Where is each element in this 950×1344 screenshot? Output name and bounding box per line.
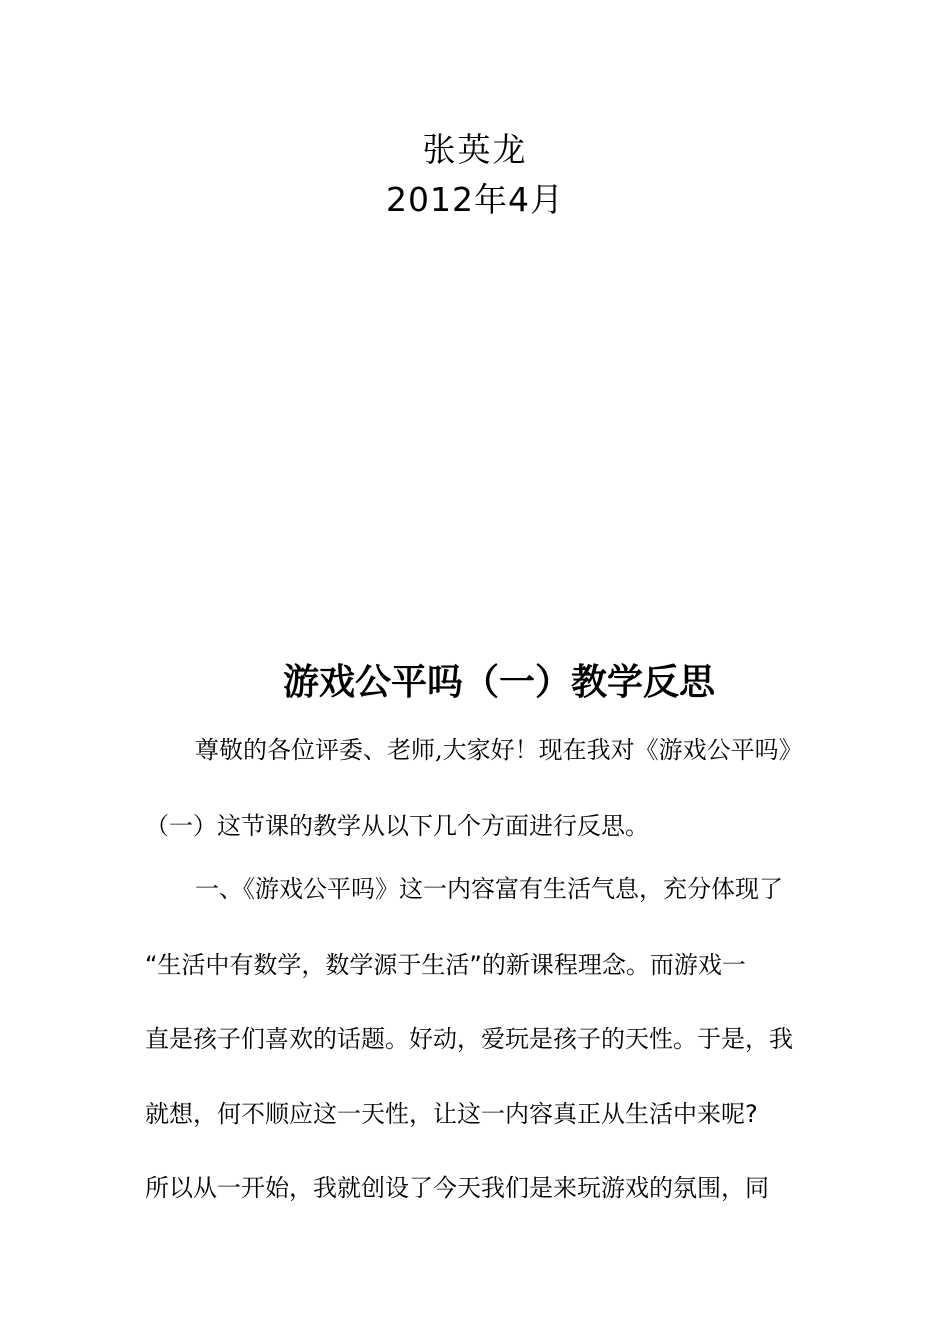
intro-line-1: 尊敬的各位评委、老师,大家好！现在我对《游戏公平吗》 xyxy=(195,736,803,764)
document-title: 游戏公平吗（一）教学反思 xyxy=(283,661,716,703)
body-line-5: 所以从一开始，我就创设了今天我们是来玩游戏的氛围，同 xyxy=(145,1174,769,1202)
body-line-1: 一、《游戏公平吗》这一内容富有生活气息，充分体现了 xyxy=(195,875,783,903)
cover-date: 2012年4月 xyxy=(386,180,564,219)
body-line-4: 就想，何不顺应这一天性，让这一内容真正从生活中来呢? xyxy=(145,1100,758,1128)
intro-line-2: （一）这节课的教学从以下几个方面进行反思。 xyxy=(145,812,649,840)
cover-author: 张英龙 xyxy=(422,130,528,169)
body-line-3: 直是孩子们喜欢的话题。好动，爱玩是孩子的天性。于是，我 xyxy=(145,1025,793,1053)
body-line-2: “生活中有数学，数学源于生活”的新课程理念。而游戏一 xyxy=(145,951,746,979)
